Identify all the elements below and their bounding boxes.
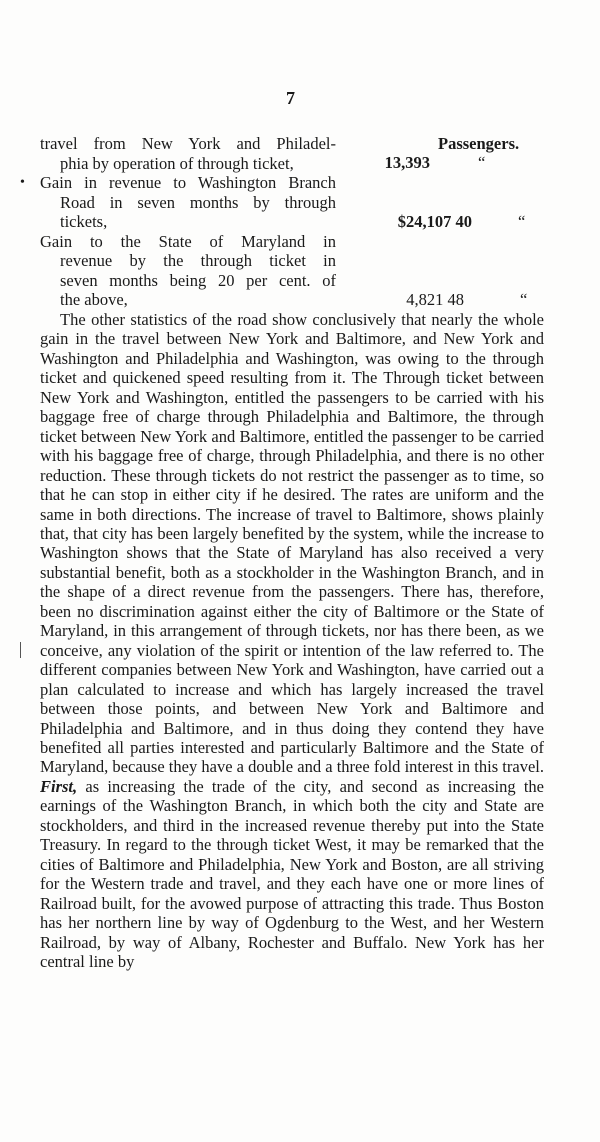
- stat-label-line: Gain in revenue to Washington Branch: [40, 173, 336, 192]
- statistics-table: [20, 134, 560, 310]
- unit-header: Passengers.: [438, 134, 520, 153]
- ditto-mark: “: [518, 212, 526, 231]
- stat-row-branch-revenue: [20, 173, 560, 232]
- stat-label-line: phia by operation of through ticket,: [60, 153, 294, 173]
- stat-label-line: the above,: [60, 290, 128, 309]
- ditto-mark: “: [478, 153, 486, 172]
- stat-row-passengers: [40, 134, 560, 173]
- stat-value: 13,393: [384, 153, 430, 172]
- emphasis-first: First,: [40, 776, 78, 796]
- stat-label-line: Road in seven months by through: [60, 192, 336, 212]
- margin-mark: [20, 642, 21, 658]
- body-paragraph: [40, 310, 544, 971]
- stat-label-line: tickets,: [60, 212, 108, 231]
- paragraph-text: as increasing the trade of the city, and second as increasing the earnings of the Washington Branch, in which both the city and State are stockholders, and third in the increased revenue thereby put into the State Treasury. In regard to the through ticket West, it may be remarked that the cities of Baltimore and Philadelphia, New York and Boston, are all striving for the Western trade and travel, and they each have one or more lines of Railroad built, for the avowed purpose of attracting this trade. Thus Boston has her northern line by way of Ogdenburg to the West, and her Western Railroad, by way of Albany, Rochester and Buffalo. New York has her central line by: [40, 776, 544, 971]
- page-number: 7: [286, 88, 295, 108]
- bullet-mark: •: [20, 175, 25, 190]
- stat-label-line: Gain to the State of Maryland in: [40, 231, 336, 251]
- stat-label-line: revenue by the through ticket in: [60, 251, 336, 270]
- paragraph-text: The other statistics of the road show conclusively that nearly the whole gain in the travel between New York and Baltimore, and New York and Washington and Philadelphia and Washington, was owing to the through ticket and quickened speed resulting from it. The Through ticket between New York and Washington, entitled the passengers to be carried with his baggage free of charge through Philadelphia and Baltimore, the through ticket between New York and Baltimore, entitled the passenger to be carried with his baggage free of charge, through Philadelphia, and there is no other reduction. These through tickets do not restrict the passenger as to time, so that he can stop in either city if he desired. The rates are uniform and the same in both directions. The increase of travel to Baltimore, shows plainly that, that city has been largely benefited by the system, while the increase to Washington shows that the State of Maryland has also received a very substantial benefit, both as a stockholder in the Washington Branch, and in the shape of a direct revenue from the passengers. There has, therefore, been no discrimination against either the city of Baltimore or the State of Maryland, in this arrangement of through tickets, nor has there been, as we conceive, any violation of the spirit or intention of the law referred to. The different companies between New York and Washington, have carried out a plan calculated to increase and which has largely increased the travel between those points, and between New York and Baltimore and Philadelphia and Baltimore, and in thus doing they contend they have benefited all parties interested and particularly Baltimore and the State of Maryland, because they have a double and a three fold interest in this travel.: [40, 310, 544, 777]
- stat-row-maryland-revenue: [40, 232, 560, 310]
- ditto-mark: “: [520, 289, 528, 309]
- stat-value: $24,107 40: [397, 212, 472, 231]
- stat-label-line: travel from New York and Philadel-: [40, 134, 336, 153]
- stat-value: 4,821 48: [406, 289, 464, 309]
- stat-label-line: seven months being 20 per cent. of: [60, 270, 336, 290]
